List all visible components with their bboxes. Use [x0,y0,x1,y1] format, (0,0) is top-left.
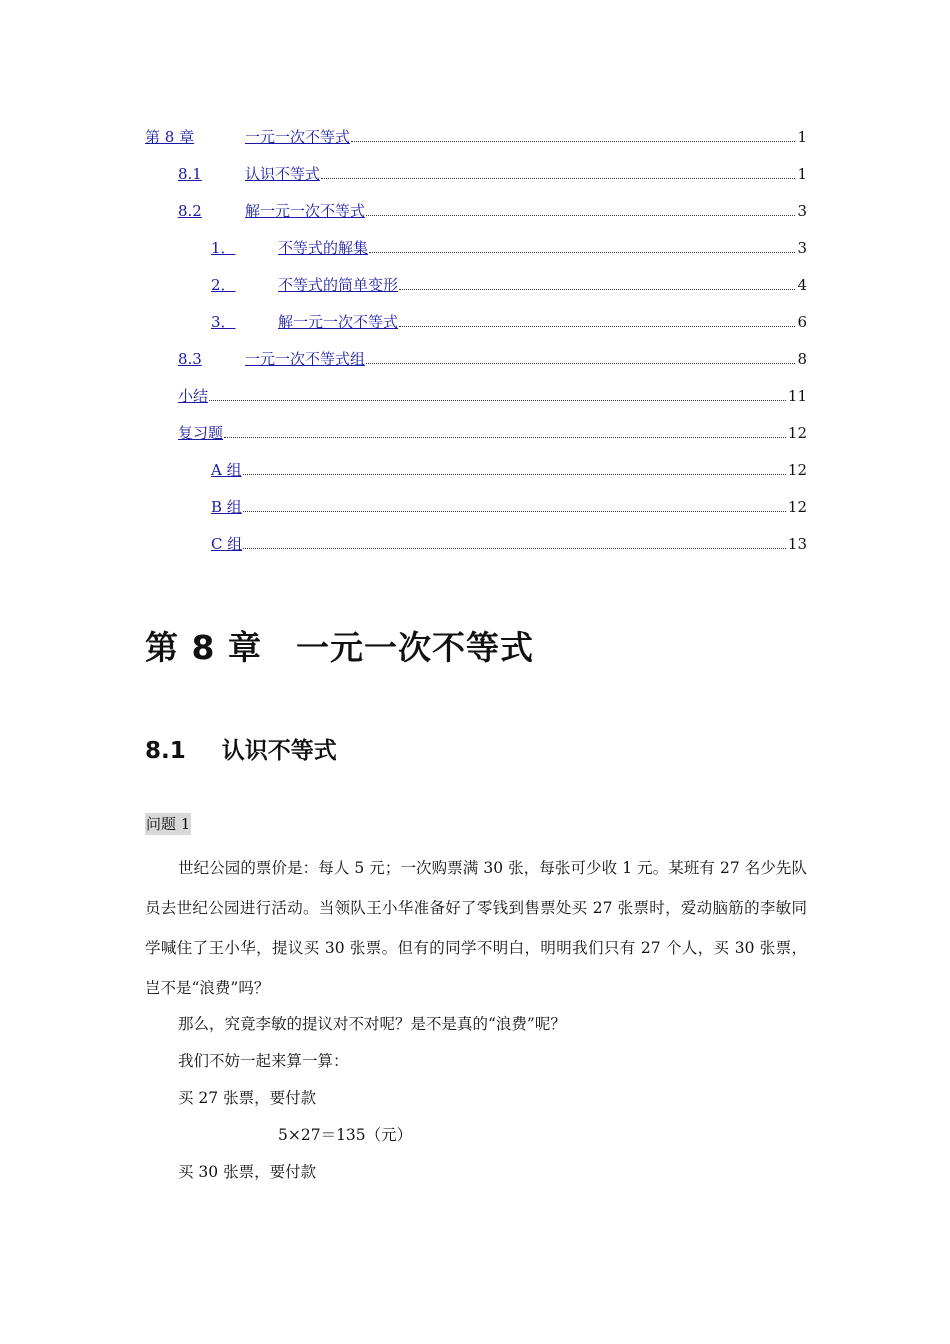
toc-entry-number[interactable]: 1． [211,239,236,257]
toc-leader [243,511,786,512]
problem-paragraph: 世纪公园的票价是：每人 5 元；一次购票满 30 张，每张可少收 1 元。某班有 27 名少先队员去世纪公园进行活动。当领队王小华准备好了零钱到售票处买 27 张票时，爱动脑筋的李敏同学喊住了王小华，提议买 30 张票。但有的同学不明白，明明我们只有 27 个人，买 30 张票，岂不是“浪费”吗？ [145,859,807,997]
toc-leader [369,252,795,253]
toc-entry-title[interactable]: 不等式的简单变形 [278,276,399,294]
toc-leader [351,141,795,142]
toc-entry-title[interactable]: 一元一次不等式 [245,128,351,146]
toc-entry-title[interactable]: 解一元一次不等式 [278,313,399,331]
toc-leader [209,400,786,401]
section-title: 认识不等式 [221,738,337,764]
toc-entry-8-2-1[interactable] [211,237,807,259]
toc-entry-group-a[interactable] [211,459,807,481]
toc-leader [366,363,795,364]
formula-line: 5×27＝135（元） [278,1126,413,1144]
toc-entry-number[interactable]: 第 8 章 [145,128,195,146]
toc-entry-group-c[interactable] [211,533,807,555]
toc-entry-summary[interactable] [178,385,807,407]
toc-page-number: 3 [797,202,807,220]
toc-page-number: 12 [787,424,807,442]
toc-entry-number[interactable]: 8.2 [178,202,202,220]
toc-leader [321,178,795,179]
toc-entry-title[interactable]: C 组 [211,535,243,553]
toc-leader [243,548,786,549]
toc-entry-title[interactable]: 复习题 [178,424,224,442]
toc-page-number: 12 [787,498,807,516]
chapter-title: 一元一次不等式 [295,628,534,667]
toc-entry-number[interactable]: 8.1 [178,165,202,183]
buy-30-paragraph: 买 30 张票，要付款 [178,1163,317,1181]
toc-page-number: 12 [787,461,807,479]
toc-entry-title[interactable]: 小结 [178,387,209,405]
toc-page-number: 6 [797,313,807,331]
toc-page-number: 1 [797,165,807,183]
toc-leader [224,437,786,438]
toc-entry-number[interactable]: 8.3 [178,350,202,368]
buy-27-paragraph: 买 27 张票，要付款 [178,1089,317,1107]
toc-entry-title[interactable]: A 组 [211,461,242,479]
toc-entry-review[interactable] [178,422,807,444]
toc-entry-title[interactable]: 解一元一次不等式 [245,202,366,220]
toc-page-number: 1 [797,128,807,146]
toc-entry-number[interactable]: 3． [211,313,236,331]
question-paragraph: 那么，究竟李敏的提议对不对呢？是不是真的“浪费”呢？ [178,1015,566,1033]
toc-entry-number[interactable]: 2． [211,276,236,294]
chapter-heading [145,622,534,669]
toc-entry-8-1[interactable] [178,163,807,185]
toc-entry-chapter-8[interactable] [145,126,807,148]
toc-leader [399,326,795,327]
toc-leader [366,215,795,216]
toc-page-number: 3 [797,239,807,257]
toc-entry-8-3[interactable] [178,348,807,370]
toc-entry-title[interactable]: 一元一次不等式组 [245,350,366,368]
section-heading [145,732,337,765]
problem-label: 问题 1 [146,815,191,833]
toc-entry-title[interactable]: B 组 [211,498,242,516]
toc-entry-8-2-3[interactable] [211,311,807,333]
toc-leader [243,474,786,475]
calc-intro-paragraph: 我们不妨一起来算一算： [178,1052,349,1070]
chapter-number: 第 8 章 [145,628,262,667]
toc-page-number: 11 [787,387,807,405]
toc-entry-title[interactable]: 认识不等式 [245,165,321,183]
toc-entry-8-2-2[interactable] [211,274,807,296]
toc-entry-title[interactable]: 不等式的解集 [278,239,369,257]
toc-leader [399,289,795,290]
toc-entry-group-b[interactable] [211,496,807,518]
toc-page-number: 13 [787,535,807,553]
section-number: 8.1 [145,738,186,764]
toc-page-number: 8 [797,350,807,368]
toc-entry-8-2[interactable] [178,200,807,222]
toc-page-number: 4 [797,276,807,294]
